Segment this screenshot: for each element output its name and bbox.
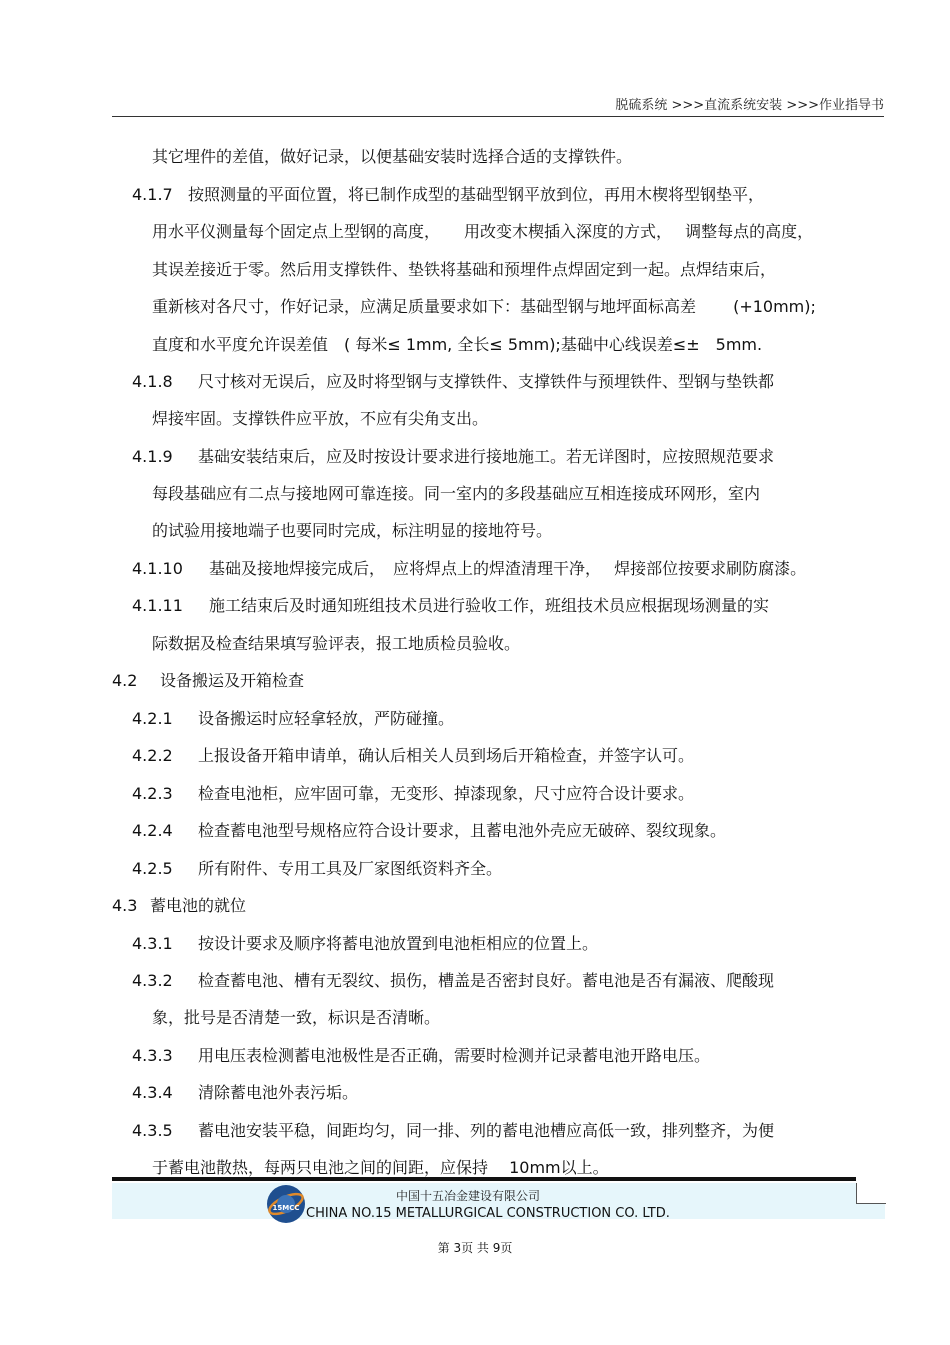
- paragraph-line: 直度和水平度允许误差值 ( 每米≤ 1mm, 全长≤ 5mm);基础中心线误差≤± 5mm.: [152, 335, 763, 354]
- paragraph-line: 其它埋件的差值，做好记录，以便基础安装时选择合适的支撑铁件。: [152, 147, 633, 166]
- header-breadcrumb: 脱硫系统 >>>直流系统安装 >>>作业指导书: [615, 98, 884, 113]
- clause-number: 4.1.9: [132, 447, 173, 466]
- clause-number: 4.3.2: [132, 971, 173, 990]
- paragraph-line: 基础安装结束后，应及时按设计要求进行接地施工。若无详图时，应按照规范要求: [198, 447, 775, 466]
- clause-number: 4.2.1: [132, 709, 173, 728]
- paragraph-line: 施工结束后及时通知班组技术员进行验收工作，班组技术员应根据现场测量的实: [209, 596, 770, 615]
- paragraph-line: 设备搬运时应轻拿轻放，严防碰撞。: [198, 709, 455, 728]
- paragraph-line: 其误差接近于零。然后用支撑铁件、垫铁将基础和预埋件点焊固定到一起。点焊结束后，: [152, 260, 777, 279]
- footer-company-en: CHINA NO.15 METALLURGICAL CONSTRUCTION CO. LTD.: [306, 1206, 670, 1221]
- paragraph-line: 每段基础应有二点与接地网可靠连接。同一室内的多段基础应互相连接成环网形，室内: [152, 484, 761, 503]
- paragraph-line: 用电压表检测蓄电池极性是否正确，需要时检测并记录蓄电池开路电压。: [198, 1046, 711, 1065]
- footer-company-cn: 中国十五冶金建设有限公司: [396, 1189, 541, 1203]
- clause-number: 4.1.11: [132, 596, 183, 615]
- paragraph-line: 检查蓄电池型号规格应符合设计要求，且蓄电池外壳应无破碎、裂纹现象。: [198, 821, 727, 840]
- clause-number: 4.1.7: [132, 185, 173, 204]
- section-number: 4.2: [112, 671, 138, 690]
- section-heading: 设备搬运及开箱检查: [160, 671, 305, 690]
- paragraph-line: 尺寸核对无误后，应及时将型钢与支撑铁件、支撑铁件与预埋铁件、型钢与垫铁都: [198, 372, 775, 391]
- paragraph-line: 重新核对各尺寸，作好记录，应满足质量要求如下：基础型钢与地坪面标高差 (+10mm);: [152, 297, 816, 316]
- clause-number: 4.3.1: [132, 934, 173, 953]
- paragraph-line: 用水平仪测量每个固定点上型钢的高度， 用改变木楔插入深度的方式， 调整每点的高度，: [152, 222, 814, 241]
- page-number: 第 3页 共 9页: [437, 1241, 513, 1255]
- footer-band-corner: [856, 1183, 886, 1204]
- paragraph-line: 的试验用接地端子也要同时完成，标注明显的接地符号。: [152, 521, 553, 540]
- paragraph-line: 象，批号是否清楚一致，标识是否清晰。: [152, 1008, 441, 1027]
- paragraph-line: 清除蓄电池外表污垢。: [198, 1083, 359, 1102]
- clause-number: 4.3.5: [132, 1121, 173, 1140]
- paragraph-line: 所有附件、专用工具及厂家图纸资料齐全。: [198, 859, 503, 878]
- footer-rule: [112, 1177, 856, 1181]
- clause-number: 4.2.3: [132, 784, 173, 803]
- clause-number: 4.3.3: [132, 1046, 173, 1065]
- clause-number: 4.1.10: [132, 559, 183, 578]
- paragraph-line: 焊接牢固。支撑铁件应平放，不应有尖角支出。: [152, 409, 489, 428]
- paragraph-line: 按照测量的平面位置，将已制作成型的基础型钢平放到位，再用木楔将型钢垫平，: [188, 185, 765, 204]
- section-heading: 蓄电池的就位: [150, 896, 247, 915]
- logo-lettering: 15MCC: [272, 1204, 300, 1212]
- paragraph-line: 上报设备开箱申请单，确认后相关人员到场后开箱检查，并签字认可。: [198, 746, 695, 765]
- paragraph-line: 际数据及检查结果填写验评表，报工地质检员验收。: [152, 634, 521, 653]
- clause-number: 4.2.2: [132, 746, 173, 765]
- paragraph-line: 检查蓄电池、槽有无裂纹、损伤，槽盖是否密封良好。蓄电池是否有漏液、爬酸现: [198, 971, 775, 990]
- paragraph-line: 蓄电池安装平稳，间距均匀，同一排、列的蓄电池槽应高低一致，排列整齐，为便: [198, 1121, 775, 1140]
- company-logo-icon: [266, 1184, 306, 1224]
- clause-number: 4.2.5: [132, 859, 173, 878]
- clause-number: 4.2.4: [132, 821, 173, 840]
- clause-number: 4.1.8: [132, 372, 173, 391]
- section-number: 4.3: [112, 896, 138, 915]
- paragraph-line: 于蓄电池散热，每两只电池之间的间距，应保持 10mm以上。: [152, 1158, 609, 1177]
- paragraph-line: 按设计要求及顺序将蓄电池放置到电池柜相应的位置上。: [198, 934, 599, 953]
- clause-number: 4.3.4: [132, 1083, 173, 1102]
- page-header: [112, 92, 884, 117]
- paragraph-line: 检查电池柜，应牢固可靠，无变形、掉漆现象，尺寸应符合设计要求。: [198, 784, 695, 803]
- paragraph-line: 基础及接地焊接完成后， 应将焊点上的焊渣清理干净， 焊接部位按要求刷防腐漆。: [209, 559, 807, 578]
